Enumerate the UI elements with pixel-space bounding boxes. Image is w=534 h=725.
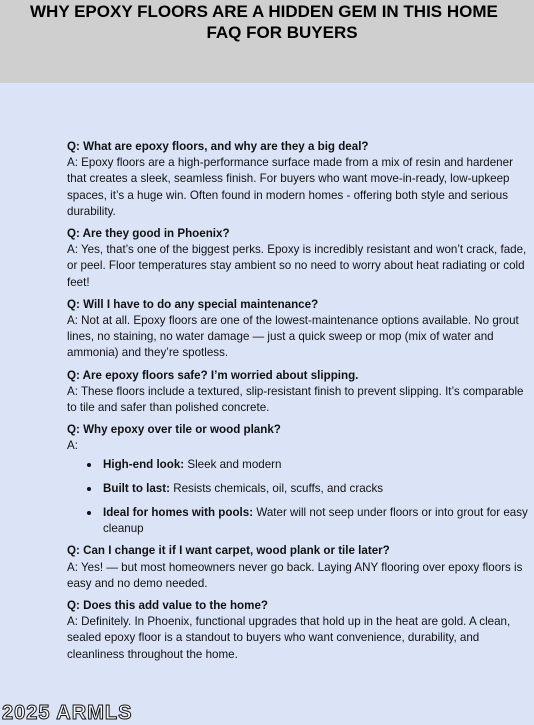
faq-item bbox=[67, 226, 534, 291]
faq-question: Q: Will I have to do any special maintenance? bbox=[67, 297, 319, 311]
faq-answer: A: Epoxy floors are a high-performance surface made from a mix of resin and hardener that creates a sleek, seamless finish. For buyers who want move-in-ready, low-upkeep spaces, it’s a huge win. Often found in modern homes - offering both style and serious durability. bbox=[67, 156, 513, 218]
copyright-watermark: 2025 ARMLS bbox=[2, 702, 133, 724]
faq-item bbox=[67, 368, 534, 417]
faq-question: Q: Can I change it if I want carpet, wood plank or tile later? bbox=[67, 544, 390, 558]
bullet-item bbox=[67, 457, 534, 473]
faq-question: Q: Why epoxy over tile or wood plank? bbox=[67, 423, 281, 437]
bullet-dot-icon bbox=[87, 511, 91, 515]
faq-item bbox=[67, 543, 534, 592]
faq-question: Q: Are they good in Phoenix? bbox=[67, 227, 230, 241]
faq-item bbox=[67, 598, 534, 663]
page-title-line1: WHY EPOXY FLOORS ARE A HIDDEN GEM IN THIS HOME bbox=[30, 2, 498, 21]
bullet-list bbox=[67, 457, 534, 538]
bullet-text: Sleek and modern bbox=[184, 457, 282, 471]
bullet-dot-icon bbox=[87, 463, 91, 467]
bullet-item bbox=[67, 505, 534, 537]
faq-item bbox=[67, 422, 534, 537]
faq-question: Q: Does this add value to the home? bbox=[67, 599, 268, 613]
bullet-dot-icon bbox=[87, 487, 91, 491]
bullet-text: Resists chemicals, oil, scuffs, and cracks bbox=[169, 481, 384, 495]
faq-answer: A: Not at all. Epoxy floors are one of the lowest-maintenance options available. No grout lines, no staining, no water damage — just a quick sweep or mop (mix of water and ammonia) and they’re spotless. bbox=[67, 314, 519, 360]
faq-item bbox=[67, 139, 534, 220]
faq-question: Q: What are epoxy floors, and why are they a big deal? bbox=[67, 140, 369, 153]
bullet-item bbox=[67, 481, 534, 497]
faq-question: Q: Are epoxy floors safe? I’m worried about slipping. bbox=[67, 368, 359, 382]
faq-answer: A: bbox=[67, 439, 78, 453]
bullet-label: High-end look: bbox=[103, 457, 185, 471]
faq-answer: A: Definitely. In Phoenix, functional upgrades that hold up in the heat are gold. A clean, sealed epoxy floor is a standout to buyers who want convenience, durability, and cleanliness throughout the home. bbox=[67, 615, 511, 661]
bullet-text: Water will not seep under floors or into grout for easy cleanup bbox=[103, 506, 528, 536]
faq-answer: A: These floors include a textured, slip-resistant finish to prevent slipping. It’s comparable to tile and safer than polished concrete. bbox=[67, 384, 524, 415]
faq-item bbox=[67, 297, 534, 362]
faq-answer: A: Yes! — but most homeowners never go back. Laying ANY flooring over epoxy floors is easy and no demo needed. bbox=[67, 560, 523, 590]
faq-list bbox=[67, 139, 534, 669]
page-title-line2: FAQ FOR BUYERS bbox=[206, 23, 358, 42]
bullet-label: Built to last: bbox=[103, 481, 170, 495]
faq-answer: A: Yes, that’s one of the biggest perks. Epoxy is incredibly resistant and won’t crack, fade, or peel. Floor temperatures stay ambient so no need to worry about heat radiating or cold feet! bbox=[67, 243, 527, 289]
bullet-label: Ideal for homes with pools: bbox=[103, 506, 254, 520]
